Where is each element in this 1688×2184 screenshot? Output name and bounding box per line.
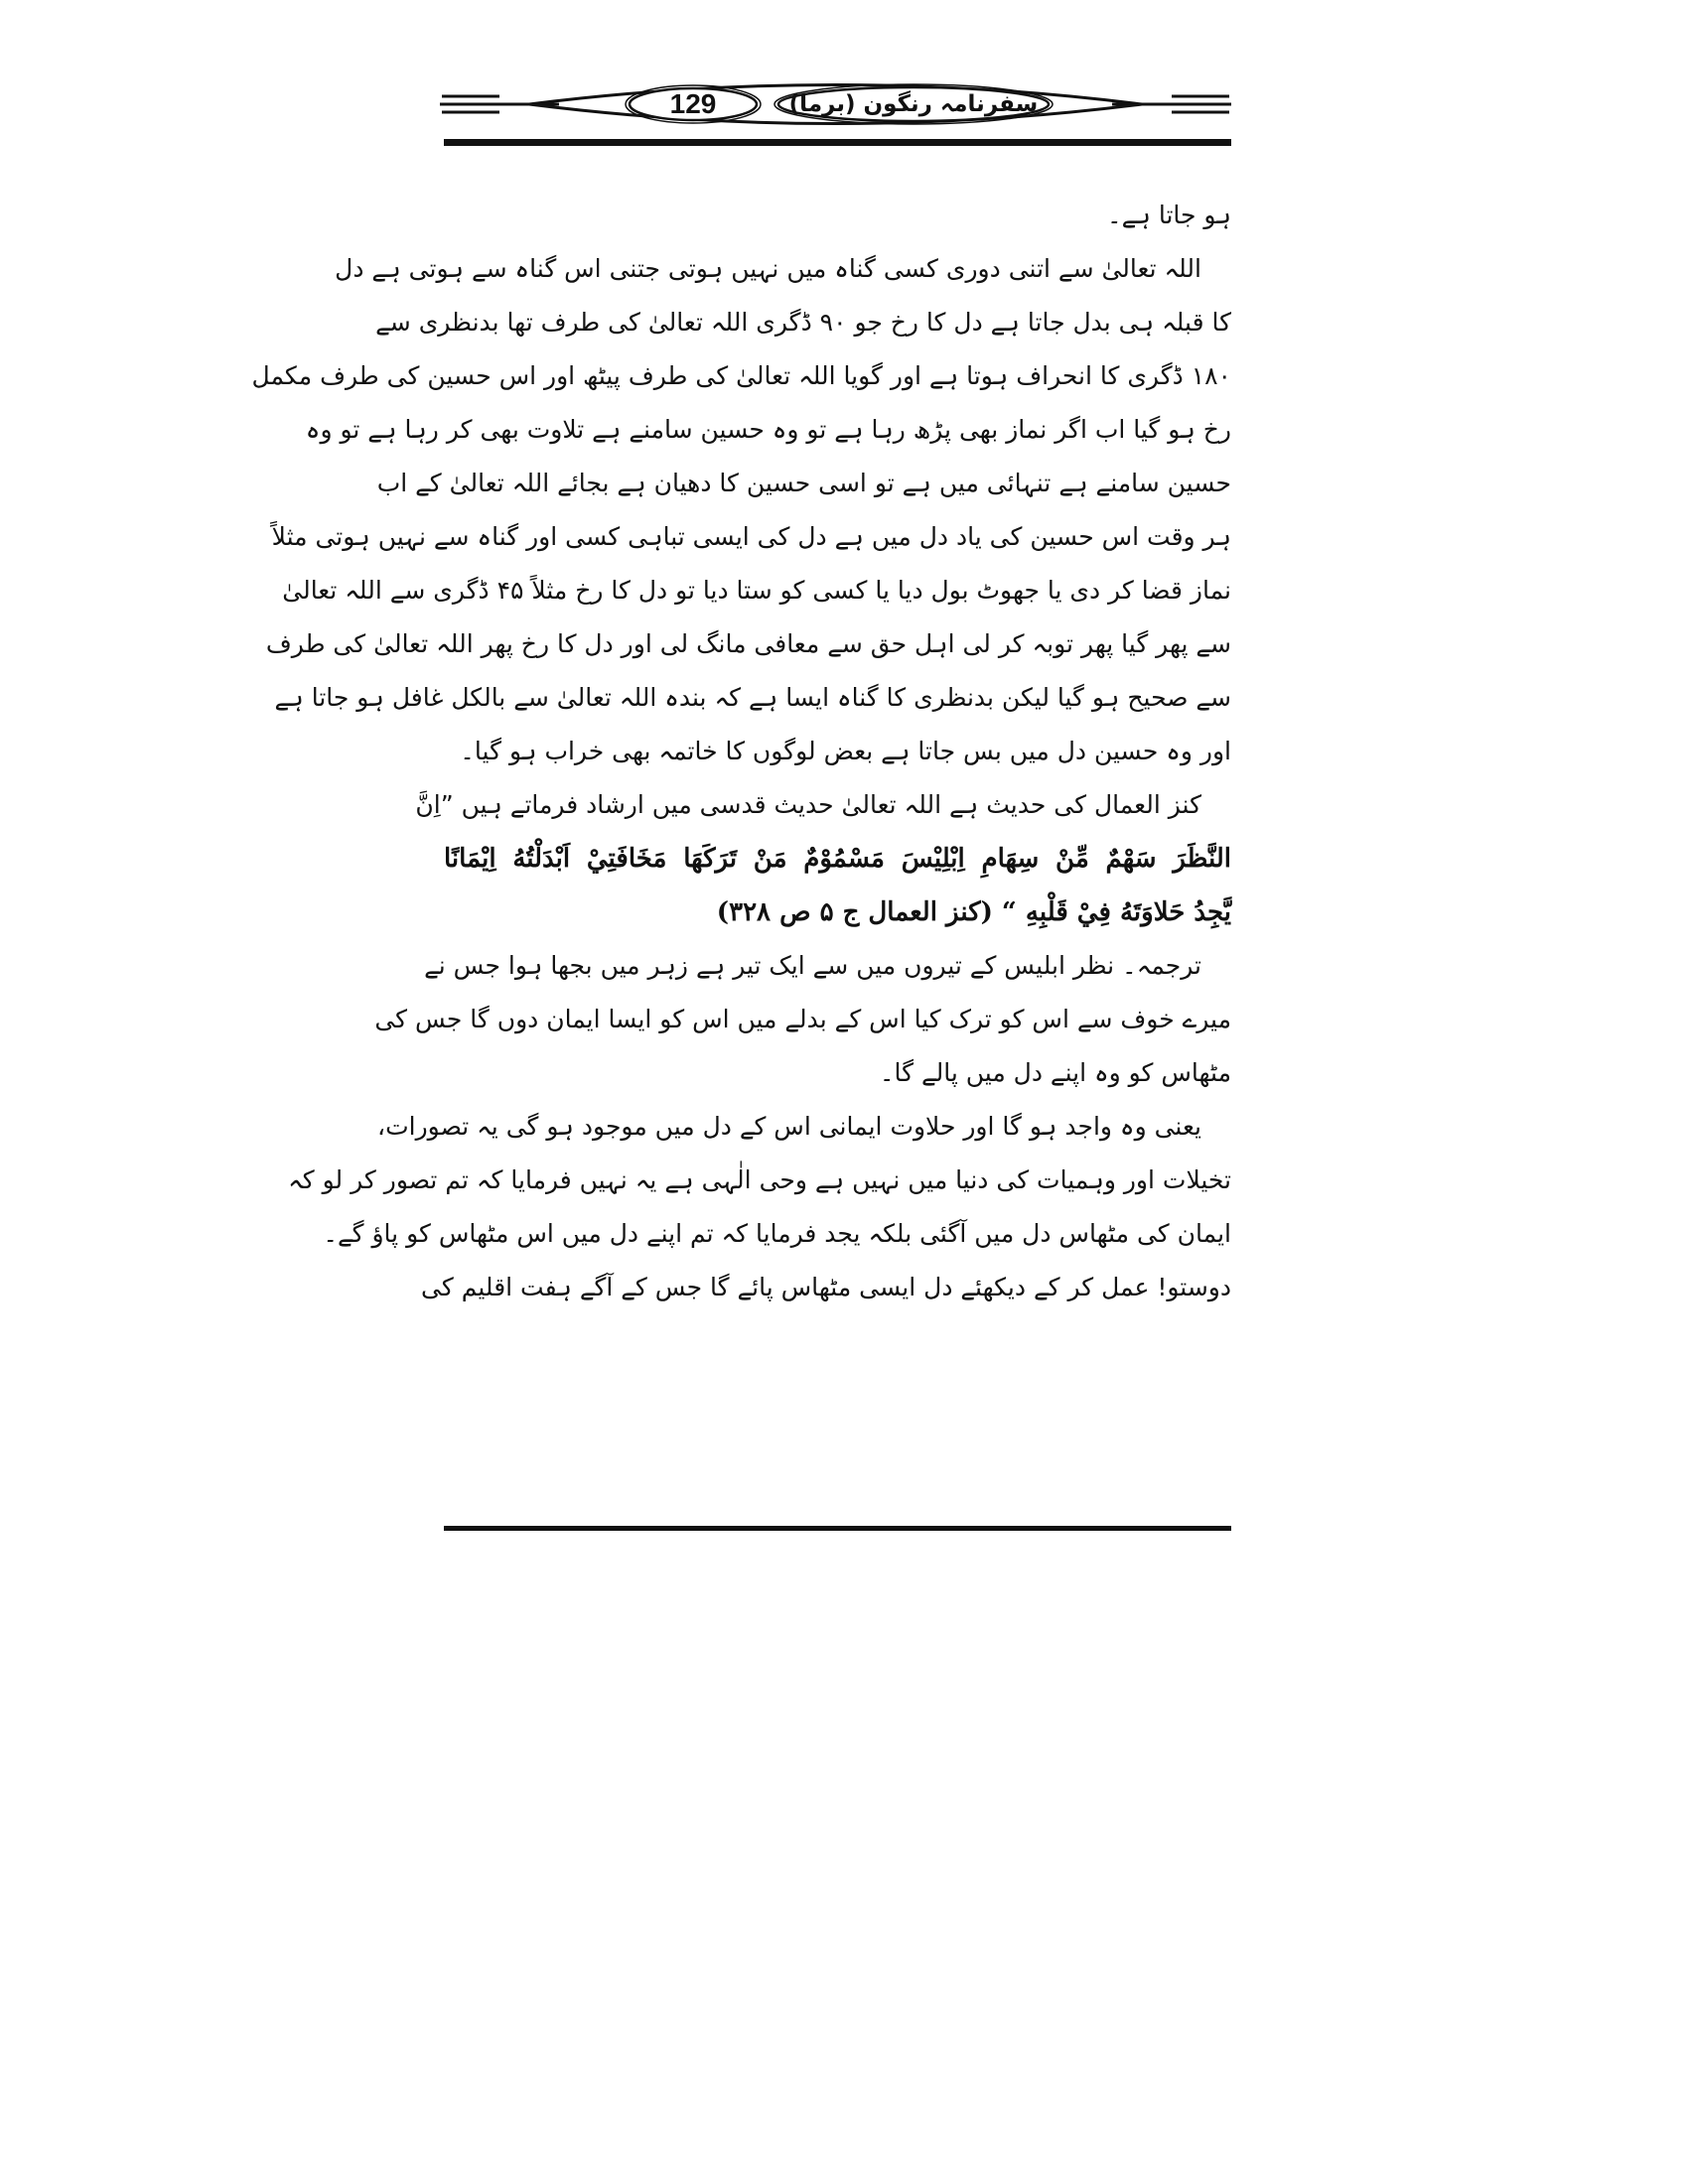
body-line: ترجمہ۔ نظر ابلیس کے تیروں میں سے ایک تیر ہے زہر میں بجھا ہوا جس نے	[424, 951, 1201, 980]
page-header	[440, 77, 1231, 149]
book-title: سفرنامہ رنگون (برما)	[788, 91, 1039, 117]
body-line: کنز العمال کی حدیث ہے اللہ تعالیٰ حدیث قدسی میں ارشاد فرماتے ہیں ”اِنَّ	[415, 790, 1201, 819]
bottom-rule	[444, 1526, 1231, 1531]
body-line: سے صحیح ہو گیا لیکن بدنظری کا گناہ ایسا ہے کہ بندہ اللہ تعالیٰ سے بالکل غافل ہو جاتا ہے	[274, 683, 1231, 712]
body-line: یعنی وہ واجد ہو گا اور حلاوت ایمانی اس کے دل میں موجود ہو گی یہ تصورات،	[377, 1112, 1201, 1141]
page-body	[251, 189, 1231, 1314]
body-line: ہو جاتا ہے۔	[1106, 201, 1231, 229]
body-line: میرے خوف سے اس کو ترک کیا اس کے بدلے میں اس کو ایسا ایمان دوں گا جس کی	[374, 1005, 1231, 1033]
body-line: سے پھر گیا پھر توبہ کر لی اہل حق سے معافی مانگ لی اور دل کا رخ پھر اللہ تعالیٰ کی طرف	[265, 629, 1231, 658]
body-line: حسین سامنے ہے تنہائی میں ہے تو اسی حسین کا دھیان ہے بجائے اللہ تعالیٰ کے اب	[376, 469, 1231, 497]
body-line: ۱۸۰ ڈگری کا انحراف ہوتا ہے اور گویا اللہ تعالیٰ کی طرف پیٹھ اور اس حسین کی طرف مکمل	[251, 361, 1231, 390]
hadith-arabic-line: يَّجِدُ حَلاوَتَهُ فِيْ قَلْبِهِ “ (کنز العمال ج ۵ ص ۳۲۸)	[716, 897, 1231, 927]
body-line: دوستو! عمل کر کے دیکھئے دل ایسی مٹھاس پائے گا جس کے آگے ہفت اقلیم کی	[421, 1273, 1231, 1301]
hadith-arabic-line: النَّظَرَ سَهْمٌ مِّنْ سِهَامِ اِبْلِيْسَ مَسْمُوْمٌ مَنْ تَرَكَهَا مَخَافَتِيْ اَبْدَلْتُهُ اِيْمَانًا	[444, 844, 1231, 874]
body-line: رخ ہو گیا اب اگر نماز بھی پڑھ رہا ہے تو وہ حسین سامنے ہے تلاوت بھی کر رہا ہے تو وہ	[305, 415, 1231, 444]
body-line: اور وہ حسین دل میں بس جاتا ہے بعض لوگوں کا خاتمہ بھی خراب ہو گیا۔	[460, 737, 1231, 765]
body-line: اللہ تعالیٰ سے اتنی دوری کسی گناہ میں نہیں ہوتی جتنی اس گناہ سے ہوتی ہے دل	[335, 254, 1201, 283]
body-line: ایمان کی مٹھاس دل میں آگئی بلکہ یجد فرمایا کہ تم اپنے دل میں اس مٹھاس کو پاؤ گے۔	[323, 1219, 1231, 1248]
body-line: نماز قضا کر دی یا جھوٹ بول دیا یا کسی کو ستا دیا تو دل کا رخ مثلاً ۴۵ ڈگری سے اللہ تعالیٰ	[282, 576, 1231, 605]
body-line: تخیلات اور وہمیات کی دنیا میں نہیں ہے وحی الٰہی ہے یہ نہیں فرمایا کہ تم تصور کر لو کہ	[288, 1165, 1231, 1194]
body-line: مٹھاس کو وہ اپنے دل میں پالے گا۔	[879, 1058, 1231, 1087]
body-line: ہر وقت اس حسین کی یاد دل میں ہے دل کی ایسی تباہی کسی اور گناہ سے نہیں ہوتی مثلاً	[271, 522, 1231, 551]
page-number: 129	[669, 88, 717, 119]
body-line: کا قبلہ ہی بدل جاتا ہے دل کا رخ جو ۹۰ ڈگری اللہ تعالیٰ کی طرف تھا بدنظری سے	[375, 308, 1231, 337]
